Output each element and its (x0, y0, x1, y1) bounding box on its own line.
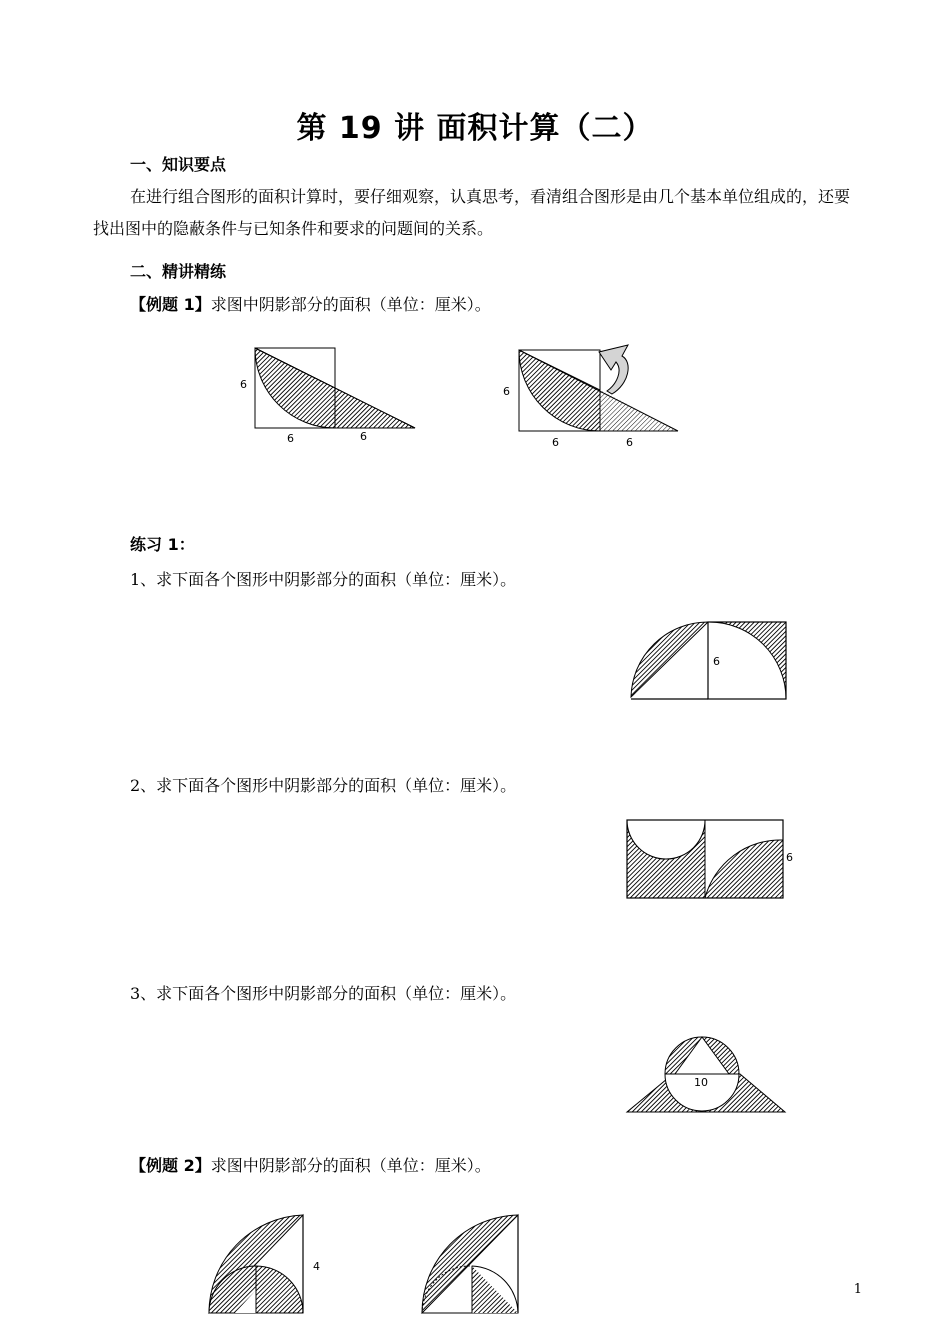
page-number: 1 (853, 1282, 862, 1297)
knowledge-paragraph: 在进行组合图形的面积计算时，要仔细观察，认真思考，看清组合图形是由几个基本单位组成的，还要找出图中的隐蔽条件与已知条件和要求的问题间的关系。 (93, 187, 851, 238)
section-heading-practice: 二、精讲精练 (130, 262, 227, 281)
example1-figure-right (495, 340, 695, 452)
practice1-figure-2-label: 6 (786, 851, 793, 864)
practice1-item-2: 2、求下面各个图形中阴影部分的面积（单位：厘米）。 (130, 776, 517, 795)
practice1-item-3: 3、求下面各个图形中阴影部分的面积（单位：厘米）。 (130, 984, 517, 1003)
example2-text: 求图中阴影部分的面积（单位：厘米）。 (210, 1156, 491, 1175)
practice1-item-1: 1、求下面各个图形中阴影部分的面积（单位：厘米）。 (130, 570, 517, 589)
example1-right-side-label: 6 (503, 385, 510, 398)
example1-left-extension-label: 6 (360, 430, 367, 443)
example1-label: 【例题 1】 (130, 295, 211, 314)
practice1-heading: 练习 1： (130, 535, 195, 554)
rotate-arrow-icon (599, 345, 628, 394)
example2-figure-right (418, 1210, 528, 1315)
example1-left-side-label: 6 (240, 378, 247, 391)
practice1-figure-3-label: 10 (694, 1076, 708, 1089)
example1-line (130, 295, 491, 315)
practice1-figure-2 (622, 815, 802, 905)
example1-right-extension-label: 6 (626, 436, 633, 449)
example2-label: 【例题 2】 (130, 1156, 211, 1175)
example1-text: 求图中阴影部分的面积（单位：厘米）。 (210, 295, 491, 314)
example1-right-bottom-label: 6 (552, 436, 559, 449)
section-heading-knowledge: 一、知识要点 (130, 155, 227, 174)
example2-line (130, 1156, 491, 1176)
example2-figure-left (205, 1210, 335, 1315)
example2-left-label: 4 (313, 1260, 320, 1273)
example1-left-bottom-label: 6 (287, 432, 294, 445)
practice1-figure-1-label: 6 (713, 655, 720, 668)
example1-figure-left (230, 340, 430, 450)
page-title: 第 19 讲 面积计算（二） (296, 111, 654, 146)
practice1-figure-3 (625, 1028, 790, 1118)
practice1-figure-1 (625, 615, 795, 705)
